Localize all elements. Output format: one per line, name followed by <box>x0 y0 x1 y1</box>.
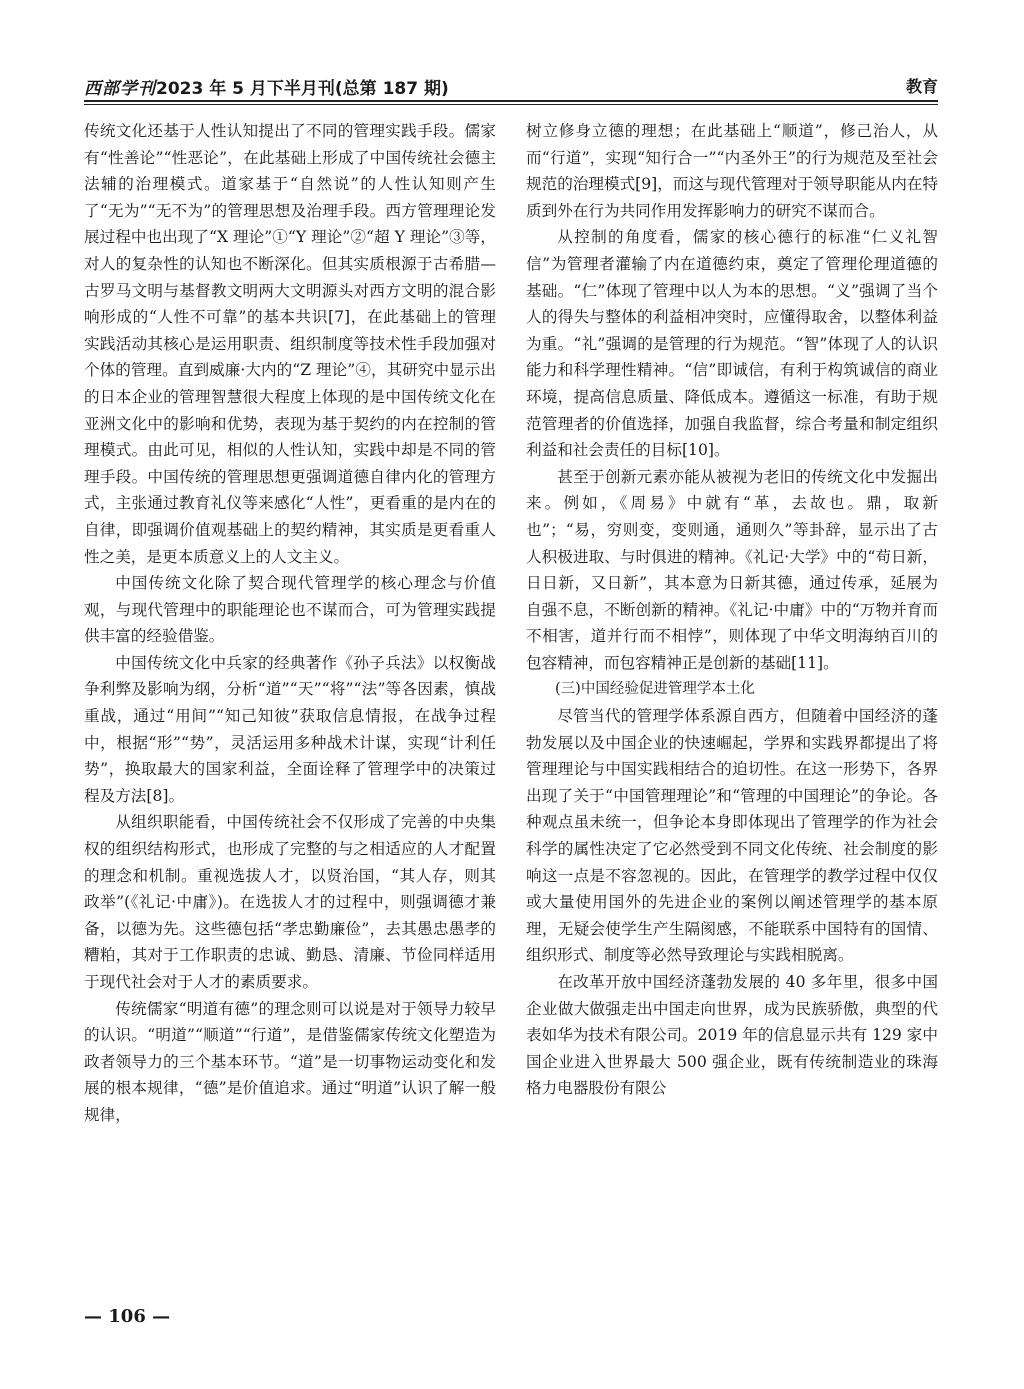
issue-info: 2023 年 5 月下半月刊(总第 187 期) <box>156 79 449 99</box>
paragraph: 尽管当代的管理学体系源自西方，但随着中国经济的蓬勃发展以及中国企业的快速崛起，学界和实践界都提出了将管理理论与中国实践相结合的迫切性。在这一形势下，各界出现了关于“中国管理理论”和“管理的中国理论”的争论。各种观点虽未统一，但争论本身即体现出了管理学的作为社会科学的属性决定了它必然受到不同文化传统、社会制度的影响这一点是不容忽视的。因此，在管理学的教学过程中仅仅或大量使用国外的先进企业的案例以阐述管理学的基本原理，无疑会使学生产生隔阂感，不能联系中国特有的国情、组织形式、制度等必然导致理论与实践相脱离。 <box>526 707 938 965</box>
section-subheading: (三)中国经验促进管理学本土化 <box>555 681 755 698</box>
page-number: — 106 — <box>84 1306 171 1327</box>
left-column <box>84 118 496 1303</box>
paragraph: 树立修身立德的理想；在此基础上“顺道”，修己治人，从而“行道”，实现“知行合一”“内圣外王”的行为规范及至社会规范的治理模式[9]，而这与现代管理对于领导职能从内在特质到外在行为共同作用发挥影响力的研究不谋而合。 <box>526 122 938 220</box>
paragraph: 从控制的角度看，儒家的核心德行的标准“仁义礼智信”为管理者灌输了内在道德约束，奠定了管理伦理道德的基础。“仁”体现了管理中以人为本的思想。“义”强调了当个人的得失与整体的利益相冲突时，应懂得取舍，以整体利益为重。“礼”强调的是管理的行为规范。“智”体现了人的认识能力和科学理性精神。“信”即诚信，有利于构筑诚信的商业环境，提高信息质量、降低成本。遵循这一标准，有助于规范管理者的价值选择，加强自我监督，综合考量和制定组织利益和社会责任的目标[10]。 <box>526 228 938 460</box>
paragraph: 中国传统文化中兵家的经典著作《孙子兵法》以权衡战争利弊及影响为纲，分析“道”“天”“将”“法”等各因素，慎战重战，通过“用间”“知己知彼”获取信息情报，在战争过程中，根据“形”“势”，灵活运用多种战术计谋，实现“计利任势”，换取最大的国家利益，全面诠释了管理学中的决策过程及方法[8]。 <box>84 653 496 805</box>
journal-logo: 西部学刊 <box>84 79 156 99</box>
right-column <box>526 118 938 1303</box>
paragraph: 从组织职能看，中国传统社会不仅形成了完善的中央集权的组织结构形式，也形成了完整的与之相适应的人才配置的理念和机制。重视选拔人才，以贤治国，“其人存，则其政举”(《礼记·中庸》)。在选拔人才的过程中，则强调德才兼备，以德为先。这些德包括“孝忠勤廉俭”，去其愚忠愚孝的糟粕，其对于工作职责的忠诚、勤恳、清廉、节俭同样适用于现代社会对于人才的素质要求。 <box>84 813 496 991</box>
paragraph: 甚至于创新元素亦能从被视为老旧的传统文化中发掘出来。例如，《周易》中就有“革，去故也。鼎，取新也”；“易，穷则变，变则通，通则久”等卦辞，显示出了古人积极进取、与时俱进的精神。《礼记·大学》中的“苟日新，日日新，又日新”，其本意为日新其德，通过传承，延展为自强不息，不断创新的精神。《礼记·中庸》中的“万物并育而不相害，道并行而不相悖”，则体现了中华文明海纳百川的包容精神，而包容精神正是创新的基础[11]。 <box>526 467 938 672</box>
paragraph: 传统儒家“明道有德”的理念则可以说是对于领导力较早的认识。“明道”“顺道”“行道”，是借鉴儒家传统文化塑造为政者领导力的三个基本环节。“道”是一切事物运动变化和发展的根本规律，“德”是价值追求。通过“明道”认识了解一般规律， <box>84 999 496 1124</box>
section-label: 教育 <box>905 77 938 96</box>
page-header <box>84 74 938 100</box>
header-rule <box>84 100 938 105</box>
paragraph: 传统文化还基于人性认知提出了不同的管理实践手段。儒家有“性善论”“性恶论”，在此基础上形成了中国传统社会德主法辅的治理模式。道家基于“自然说”的人性认知则产生了“无为”“无不为”的管理思想及治理手段。西方管理理论发展过程中也出现了“X 理论”①“Y 理论”②“超 Y 理论”③等，对人的复杂性的认知也不断深化。但其实质根源于古希腊—古罗马文明与基督教文明两大文明源头对西方文明的混合影响形成的“人性不可靠”的基本共识[7]，在此基础上的管理实践活动其核心是运用职责、组织制度等技术性手段加强对个体的管理。直到威廉·大内的“Z 理论”④，其研究中显示出的日本企业的管理智慧很大程度上体现的是中国传统文化在亚洲文化中的影响和优势，表现为基于契约的内在控制的管理模式。由此可见，相似的人性认知，实践中却是不同的管理手段。中国传统的管理思想更强调道德自律内化的管理方式，主张通过教育礼仪等来感化“人性”，更看重的是内在的自律，即强调价值观基础上的契约精神，其实质是更看重人性之美，是更本质意义上的人文主义。 <box>84 122 496 566</box>
paragraph: 中国传统文化除了契合现代管理学的核心理念与价值观，与现代管理中的职能理论也不谋而合，可为管理实践提供丰富的经验借鉴。 <box>84 574 496 646</box>
paragraph: 在改革开放中国经济蓬勃发展的 40 多年里，很多中国企业做大做强走出中国走向世界，成为民族骄傲，典型的代表如华为技术有限公司。2019 年的信息显示共有 129 家中国企业进入世界最大 500 强企业，既有传统制造业的珠海格力电器股份有限公 <box>526 973 938 1098</box>
journal-title <box>84 74 449 99</box>
